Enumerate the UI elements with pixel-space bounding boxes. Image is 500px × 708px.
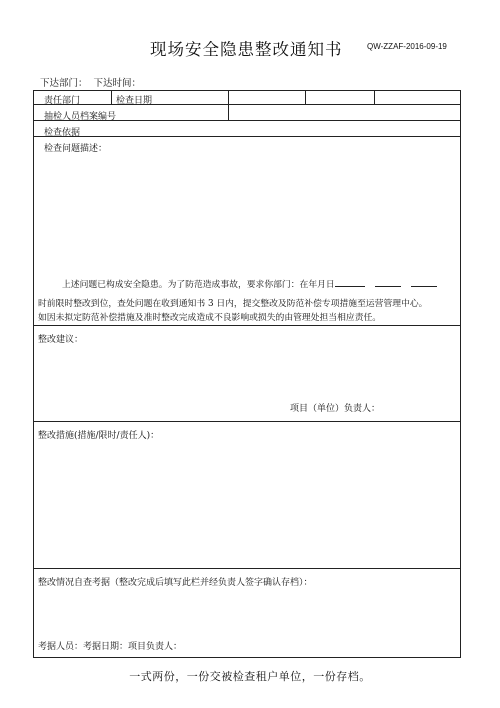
issue-time-label: 下达时间： — [93, 78, 142, 89]
page-title: 现场安全隐患整改通知书 — [150, 40, 343, 59]
column-divider — [305, 91, 306, 104]
issue-dept-label: 下达部门： — [40, 78, 88, 89]
review-label: 整改情况自查考据（整改完成后填写此栏并经负责人签字确认存档）： — [38, 578, 313, 588]
responsible-dept-label: 责任部门 — [44, 96, 81, 106]
issue-info — [40, 75, 141, 89]
inspector-file-label: 抽检人员档案编号 — [44, 112, 117, 122]
notice-line-2: 时前限时整改到位，查处问题在收到通知书 3 日内，提交整改及防范补偿专项措施至运营管理中心。 — [38, 299, 428, 309]
suggestion-label: 整改建议： — [38, 335, 84, 345]
section-divider — [34, 421, 460, 422]
blank-field[interactable] — [335, 278, 365, 287]
blank-field[interactable] — [411, 278, 437, 287]
footer-note: 一式两份，一份交被检查租户单位，一份存档。 — [129, 670, 371, 683]
notice-line-1-text: 上述问题已构成安全隐患。为了防范造成事故，要求你部门：在年月日 — [62, 280, 335, 290]
measures-label: 整改措施(措施/限时/责任人)： — [38, 431, 160, 441]
inspection-date-label: 检查日期 — [116, 96, 153, 106]
review-signatures: 考据人员：考据日期：项目负责人： — [38, 642, 183, 652]
row-divider — [34, 104, 460, 105]
blank-field[interactable] — [375, 278, 401, 287]
notice-line-3: 如因未拟定防范补偿措施及准时整改完成造成不良影响或损失的由管理处担当相应责任。 — [38, 313, 382, 323]
row-divider — [34, 136, 460, 137]
notice-line-1 — [62, 277, 437, 290]
section-divider — [34, 568, 460, 569]
problem-desc-label: 检查问题描述： — [44, 144, 108, 154]
section-divider — [34, 325, 460, 326]
column-divider — [111, 91, 112, 104]
column-divider — [374, 91, 375, 104]
inspection-basis-label: 检查依据 — [44, 128, 81, 138]
project-responsible-label: 项目（单位）负责人： — [290, 404, 381, 414]
notice-form — [33, 90, 461, 658]
column-divider — [228, 91, 229, 120]
document-code: QW-ZZAF-2016-09-19 — [367, 42, 447, 51]
